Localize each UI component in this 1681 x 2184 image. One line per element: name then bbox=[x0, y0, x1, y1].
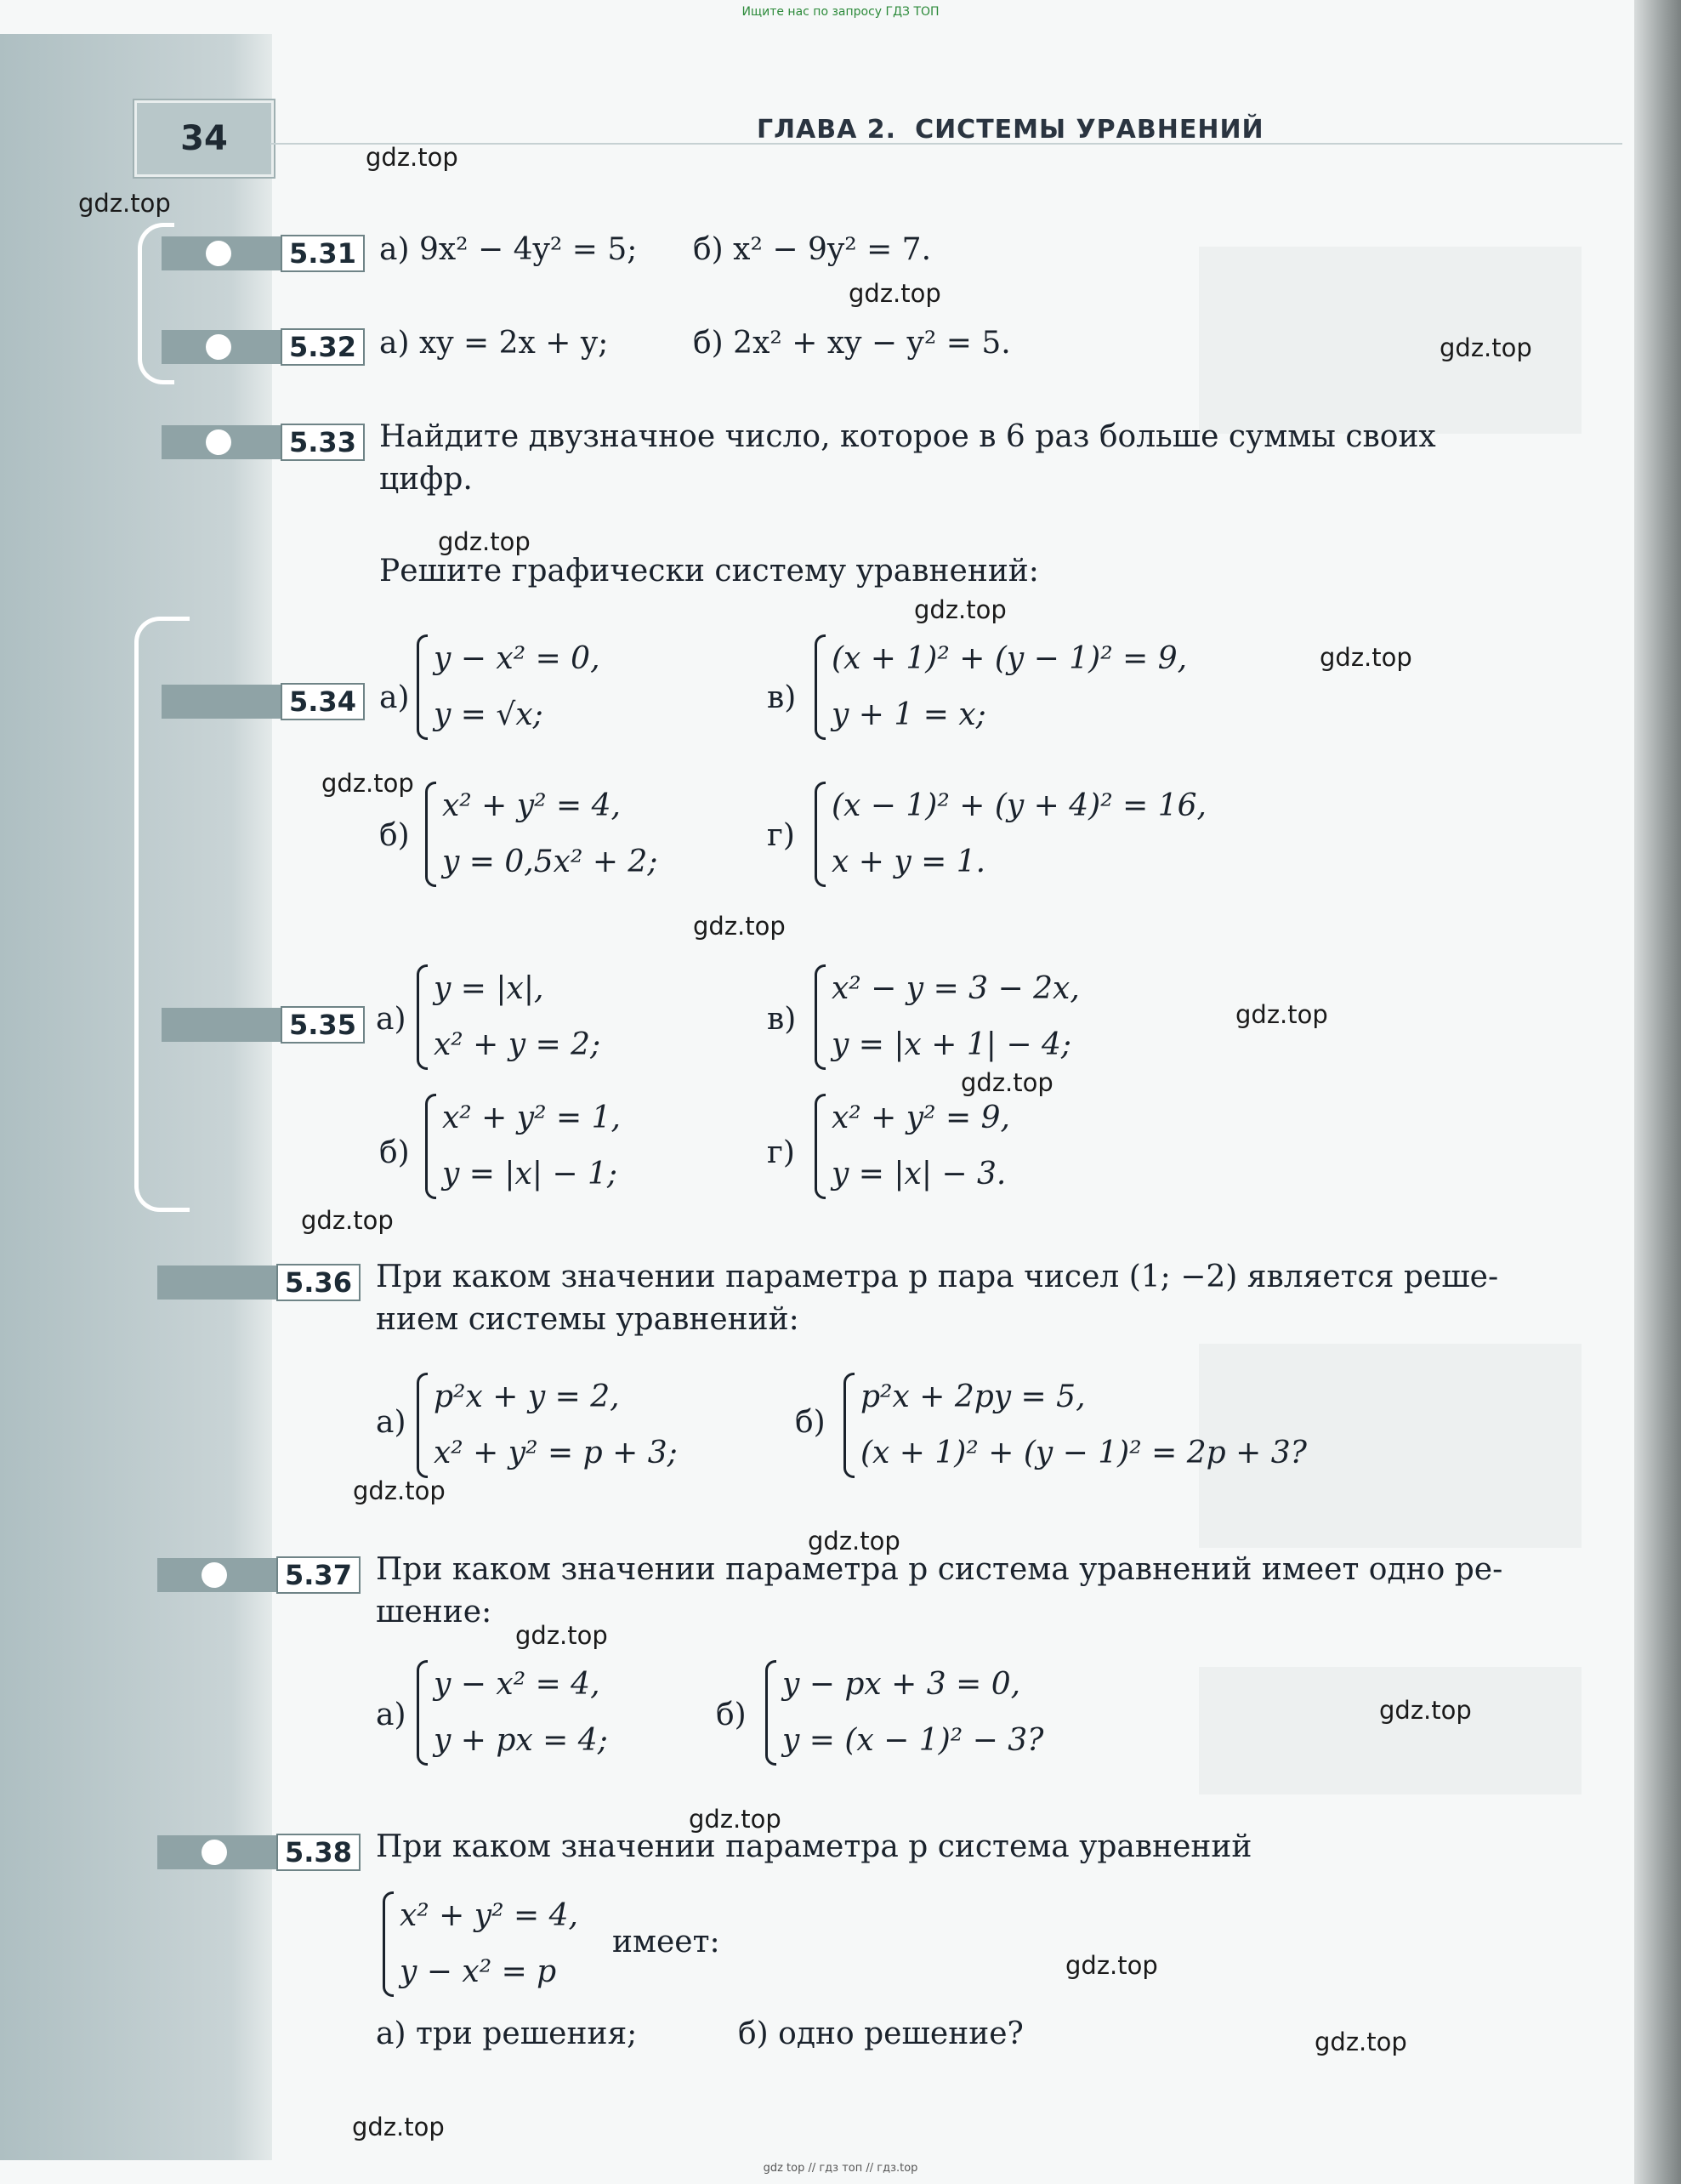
equation-system bbox=[417, 1657, 608, 1769]
problem-number: 5.31 bbox=[281, 235, 365, 272]
equation: y − x² = p bbox=[400, 1954, 557, 1989]
equation: p²x + 2py = 5, bbox=[860, 1379, 1086, 1414]
problem-text: а) xy = 2x + y; bbox=[379, 326, 609, 361]
problem-marker bbox=[157, 1558, 285, 1592]
problem-marker bbox=[162, 330, 289, 364]
problem-text: имеет: bbox=[612, 1925, 720, 1959]
watermark: gdz.top bbox=[515, 1621, 608, 1650]
equation: x² + y = 2; bbox=[434, 1027, 601, 1062]
equation: y − px + 3 = 0, bbox=[782, 1667, 1021, 1702]
subitem-label: б) bbox=[716, 1698, 747, 1732]
subitem-label: а) bbox=[376, 1002, 406, 1037]
book-spine-shadow bbox=[1634, 0, 1681, 2184]
equation-system bbox=[417, 1369, 678, 1482]
bullet-dot bbox=[202, 1840, 227, 1865]
watermark: gdz.top bbox=[438, 527, 531, 556]
problem-text: нием системы уравнений: bbox=[376, 1302, 799, 1337]
equation: (x + 1)² + (y − 1)² = 2p + 3? bbox=[860, 1436, 1307, 1470]
problem-marker bbox=[162, 236, 289, 270]
equation-system bbox=[425, 778, 657, 890]
problem-marker bbox=[157, 1265, 285, 1300]
problem-marker bbox=[157, 1835, 285, 1869]
watermark: gdz.top bbox=[301, 1206, 394, 1235]
equation-system bbox=[417, 631, 600, 743]
subitem-label: б) bbox=[795, 1405, 826, 1440]
watermark: gdz.top bbox=[689, 1805, 781, 1834]
problem-number: 5.33 bbox=[281, 424, 365, 461]
problem-marker bbox=[162, 685, 289, 719]
subitem-label: а) bbox=[376, 1405, 406, 1440]
chapter-name: СИСТЕМЫ УРАВНЕНИЙ bbox=[915, 115, 1264, 145]
equation-system bbox=[843, 1369, 1307, 1482]
equation: p²x + y = 2, bbox=[434, 1379, 620, 1414]
problem-marker bbox=[162, 1008, 289, 1042]
equation-system bbox=[815, 778, 1207, 890]
equation: x² − y = 3 − 2x, bbox=[832, 971, 1080, 1006]
equation: (x − 1)² + (y + 4)² = 16, bbox=[832, 788, 1207, 823]
problem-number: 5.36 bbox=[276, 1264, 361, 1301]
subitem-label: б) bbox=[379, 818, 410, 853]
problem-text: а) 9x² − 4y² = 5; bbox=[379, 232, 638, 267]
problem-text: При каком значении параметра p система уравнений имеет одно ре- bbox=[376, 1552, 1503, 1587]
problem-text: б) 2x² + xy − y² = 5. bbox=[693, 326, 1011, 361]
equation: y = |x + 1| − 4; bbox=[832, 1027, 1071, 1062]
watermark: gdz.top bbox=[366, 143, 458, 172]
problem-text: шение: bbox=[376, 1595, 492, 1629]
equation: x² + y² = 4, bbox=[400, 1898, 578, 1933]
bleed-through-block bbox=[1199, 1667, 1582, 1794]
equation: y = |x| − 1; bbox=[442, 1157, 618, 1192]
watermark: gdz.top bbox=[1320, 643, 1412, 672]
equation: x² + y² = 9, bbox=[832, 1101, 1010, 1135]
equation-system bbox=[383, 1888, 578, 2000]
equation: x² + y² = 4, bbox=[442, 788, 621, 823]
equation-system bbox=[417, 961, 600, 1073]
equation: y = |x| − 3. bbox=[832, 1157, 1007, 1192]
subitem-label: г) bbox=[767, 1135, 795, 1170]
equation: y = 0,5x² + 2; bbox=[442, 845, 658, 879]
chapter-title bbox=[757, 115, 1264, 145]
watermark: gdz.top bbox=[352, 2113, 445, 2141]
watermark: gdz.top bbox=[961, 1068, 1053, 1097]
equation: y − x² = 4, bbox=[434, 1667, 600, 1702]
equation: y = (x − 1)² − 3? bbox=[782, 1723, 1044, 1758]
watermark: gdz.top bbox=[849, 279, 941, 308]
problem-number: 5.37 bbox=[276, 1556, 361, 1594]
problem-text: При каком значении параметра p пара чисел (1; −2) является реше- bbox=[376, 1260, 1499, 1294]
equation: y = |x|, bbox=[434, 971, 544, 1006]
problem-number: 5.32 bbox=[281, 328, 365, 366]
problem-text: Найдите двузначное число, которое в 6 раз больше суммы своих bbox=[379, 419, 1436, 454]
subitem-label: б) bbox=[379, 1135, 410, 1170]
problem-number: 5.38 bbox=[276, 1834, 361, 1871]
watermark: gdz.top bbox=[808, 1527, 900, 1556]
chapter-label: ГЛАВА 2. bbox=[757, 115, 897, 145]
subitem-label: в) bbox=[767, 680, 797, 715]
equation-system bbox=[765, 1657, 1043, 1769]
equation-system bbox=[815, 1090, 1010, 1203]
problem-text: При каком значении параметра p система уравнений bbox=[376, 1829, 1252, 1864]
equation-system bbox=[425, 1090, 621, 1203]
bullet-dot bbox=[202, 1562, 227, 1588]
subitem-label: а) bbox=[379, 680, 410, 715]
page-number: 34 bbox=[134, 100, 274, 177]
watermark: gdz.top bbox=[1235, 1000, 1328, 1029]
watermark: gdz.top bbox=[1065, 1951, 1158, 1980]
watermark: gdz.top bbox=[78, 189, 171, 218]
watermark: gdz.top bbox=[1315, 2028, 1407, 2056]
problem-text: б) x² − 9y² = 7. bbox=[693, 232, 932, 267]
equation-system bbox=[815, 631, 1187, 743]
equation: y + px = 4; bbox=[434, 1723, 608, 1758]
equation: (x + 1)² + (y − 1)² = 9, bbox=[832, 641, 1188, 676]
problem-marker bbox=[162, 425, 289, 459]
equation: y + 1 = x; bbox=[832, 697, 986, 732]
equation: y − x² = 0, bbox=[434, 641, 600, 676]
bullet-dot bbox=[206, 334, 231, 360]
bullet-dot bbox=[206, 429, 231, 455]
watermark: gdz.top bbox=[1440, 333, 1532, 362]
watermark: gdz.top bbox=[914, 595, 1007, 624]
problem-number: 5.35 bbox=[281, 1006, 365, 1044]
top-note: Ищите нас по запросу ГДЗ ТОП bbox=[741, 5, 940, 19]
equation: x + y = 1. bbox=[832, 845, 986, 879]
problem-text: цифр. bbox=[379, 462, 473, 497]
equation-system bbox=[815, 961, 1080, 1073]
equation: x² + y² = 1, bbox=[442, 1101, 621, 1135]
subitem-label: г) bbox=[767, 818, 795, 853]
watermark: gdz.top bbox=[321, 769, 414, 798]
watermark: gdz.top bbox=[1379, 1696, 1472, 1725]
problem-number: 5.34 bbox=[281, 683, 365, 720]
problem-text: а) три решения; bbox=[376, 2016, 638, 2051]
subitem-label: а) bbox=[376, 1698, 406, 1732]
watermark: gdz.top bbox=[353, 1476, 446, 1505]
section-intro: Решите графически систему уравнений: bbox=[379, 554, 1039, 589]
subitem-label: в) bbox=[767, 1002, 797, 1037]
footer-note: gdz top // гдз топ // гдз.top bbox=[763, 2162, 918, 2175]
bullet-dot bbox=[206, 241, 231, 266]
problem-text: б) одно решение? bbox=[738, 2016, 1024, 2051]
equation: y = √x; bbox=[434, 697, 543, 732]
watermark: gdz.top bbox=[693, 912, 786, 941]
equation: x² + y² = p + 3; bbox=[434, 1436, 678, 1470]
